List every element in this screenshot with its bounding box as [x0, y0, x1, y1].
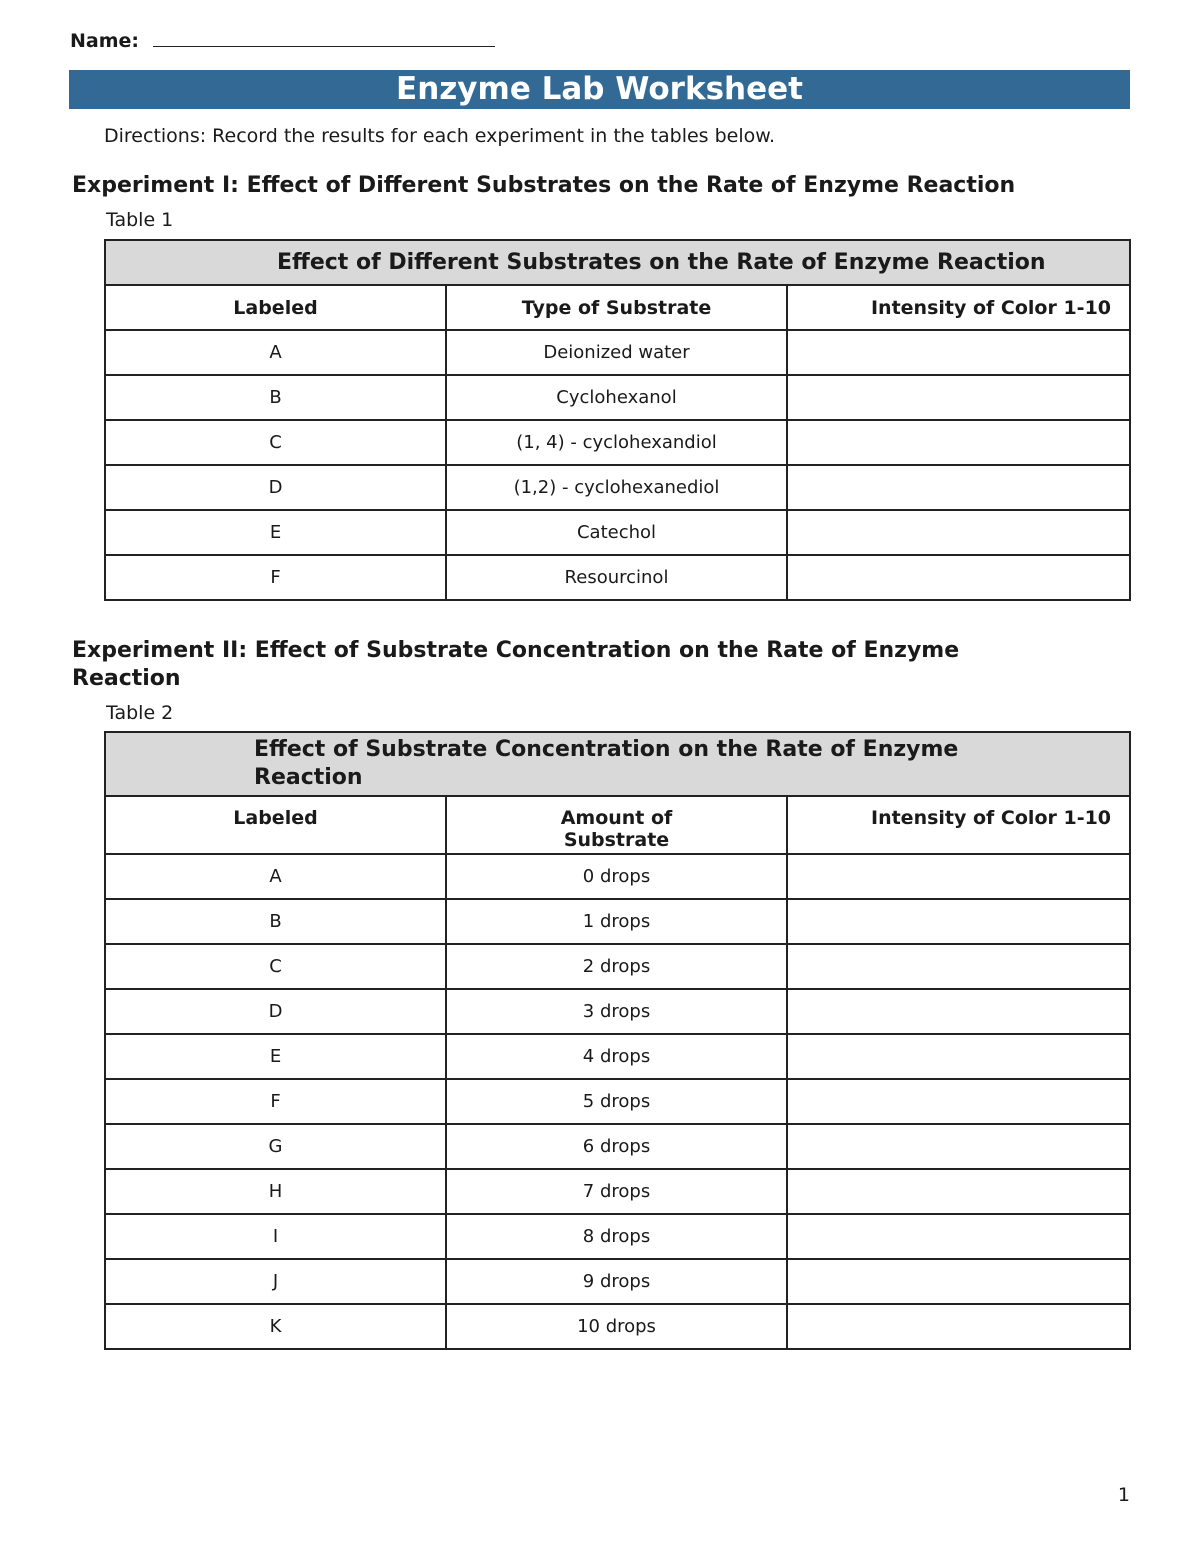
intensity-input-cell[interactable] — [787, 1124, 1130, 1169]
table-1-header-labeled: Labeled — [105, 285, 446, 330]
row-label: D — [105, 465, 446, 510]
name-input-line[interactable] — [153, 28, 495, 47]
experiment-2-heading: Experiment II: Effect of Substrate Concentration on the Rate of Enzyme Reaction — [72, 638, 960, 691]
intensity-input-cell[interactable] — [787, 989, 1130, 1034]
row-amount: 8 drops — [446, 1214, 787, 1259]
table-2-caption: Effect of Substrate Concentration on the Rate of Enzyme Reaction — [105, 732, 1130, 796]
intensity-input-cell[interactable] — [787, 1034, 1130, 1079]
table-row — [105, 899, 1130, 944]
row-label: J — [105, 1259, 446, 1304]
table-1 — [104, 239, 1131, 601]
page-title: Enzyme Lab Worksheet — [69, 70, 1130, 109]
intensity-input-cell[interactable] — [787, 420, 1130, 465]
table-row — [105, 1169, 1130, 1214]
table-row — [105, 375, 1130, 420]
row-substrate: Catechol — [446, 510, 787, 555]
row-amount: 9 drops — [446, 1259, 787, 1304]
intensity-input-cell[interactable] — [787, 1079, 1130, 1124]
row-amount: 5 drops — [446, 1079, 787, 1124]
table-1-header-intensity: Intensity of Color 1-10 — [787, 285, 1130, 330]
table-row — [105, 1259, 1130, 1304]
row-label: E — [105, 1034, 446, 1079]
intensity-input-cell[interactable] — [787, 1304, 1130, 1349]
row-label: K — [105, 1304, 446, 1349]
table-row — [105, 944, 1130, 989]
intensity-input-cell[interactable] — [787, 1259, 1130, 1304]
row-substrate: Cyclohexanol — [446, 375, 787, 420]
table-row — [105, 1124, 1130, 1169]
intensity-input-cell[interactable] — [787, 899, 1130, 944]
row-label: B — [105, 375, 446, 420]
table-1-label: Table 1 — [106, 209, 174, 231]
table-row — [105, 1079, 1130, 1124]
name-label: Name: — [70, 30, 140, 52]
table-2-caption-row — [105, 732, 1130, 796]
table-1-caption: Effect of Different Substrates on the Rate of Enzyme Reaction — [105, 240, 1130, 285]
row-label: F — [105, 555, 446, 600]
table-row — [105, 555, 1130, 600]
intensity-input-cell[interactable] — [787, 944, 1130, 989]
row-amount: 6 drops — [446, 1124, 787, 1169]
table-1-caption-row — [105, 240, 1130, 285]
row-label: F — [105, 1079, 446, 1124]
intensity-input-cell[interactable] — [787, 1169, 1130, 1214]
directions-text: Directions: Record the results for each experiment in the tables below. — [104, 125, 776, 147]
row-label: E — [105, 510, 446, 555]
name-field-row — [70, 28, 495, 52]
row-label: D — [105, 989, 446, 1034]
table-row — [105, 330, 1130, 375]
table-row — [105, 854, 1130, 899]
intensity-input-cell[interactable] — [787, 375, 1130, 420]
row-substrate: Deionized water — [446, 330, 787, 375]
intensity-input-cell[interactable] — [787, 1214, 1130, 1259]
row-label: C — [105, 420, 446, 465]
table-row — [105, 1034, 1130, 1079]
intensity-input-cell[interactable] — [787, 330, 1130, 375]
row-amount: 4 drops — [446, 1034, 787, 1079]
intensity-input-cell[interactable] — [787, 510, 1130, 555]
row-amount: 1 drops — [446, 899, 787, 944]
table-2-header-amount: Amount of Substrate — [446, 796, 787, 854]
row-amount: 0 drops — [446, 854, 787, 899]
table-row — [105, 1214, 1130, 1259]
table-row — [105, 465, 1130, 510]
table-2-header-intensity: Intensity of Color 1-10 — [787, 796, 1130, 854]
row-label: H — [105, 1169, 446, 1214]
table-row — [105, 510, 1130, 555]
intensity-input-cell[interactable] — [787, 854, 1130, 899]
row-substrate: Resourcinol — [446, 555, 787, 600]
table-2-header-row — [105, 796, 1130, 854]
row-amount: 7 drops — [446, 1169, 787, 1214]
row-substrate: (1, 4) - cyclohexandiol — [446, 420, 787, 465]
table-row — [105, 420, 1130, 465]
row-label: A — [105, 854, 446, 899]
row-label: A — [105, 330, 446, 375]
table-row — [105, 989, 1130, 1034]
intensity-input-cell[interactable] — [787, 555, 1130, 600]
table-2-header-labeled: Labeled — [105, 796, 446, 854]
row-label: C — [105, 944, 446, 989]
table-2-label: Table 2 — [106, 702, 174, 724]
table-row — [105, 1304, 1130, 1349]
row-amount: 3 drops — [446, 989, 787, 1034]
table-1-header-substrate: Type of Substrate — [446, 285, 787, 330]
experiment-1-heading: Experiment I: Effect of Different Substrates on the Rate of Enzyme Reaction — [72, 173, 1016, 198]
row-label: G — [105, 1124, 446, 1169]
intensity-input-cell[interactable] — [787, 465, 1130, 510]
row-label: I — [105, 1214, 446, 1259]
row-amount: 2 drops — [446, 944, 787, 989]
page-number: 1 — [1117, 1484, 1130, 1506]
row-label: B — [105, 899, 446, 944]
row-substrate: (1,2) - cyclohexanediol — [446, 465, 787, 510]
table-2 — [104, 731, 1131, 1350]
row-amount: 10 drops — [446, 1304, 787, 1349]
table-1-header-row — [105, 285, 1130, 330]
